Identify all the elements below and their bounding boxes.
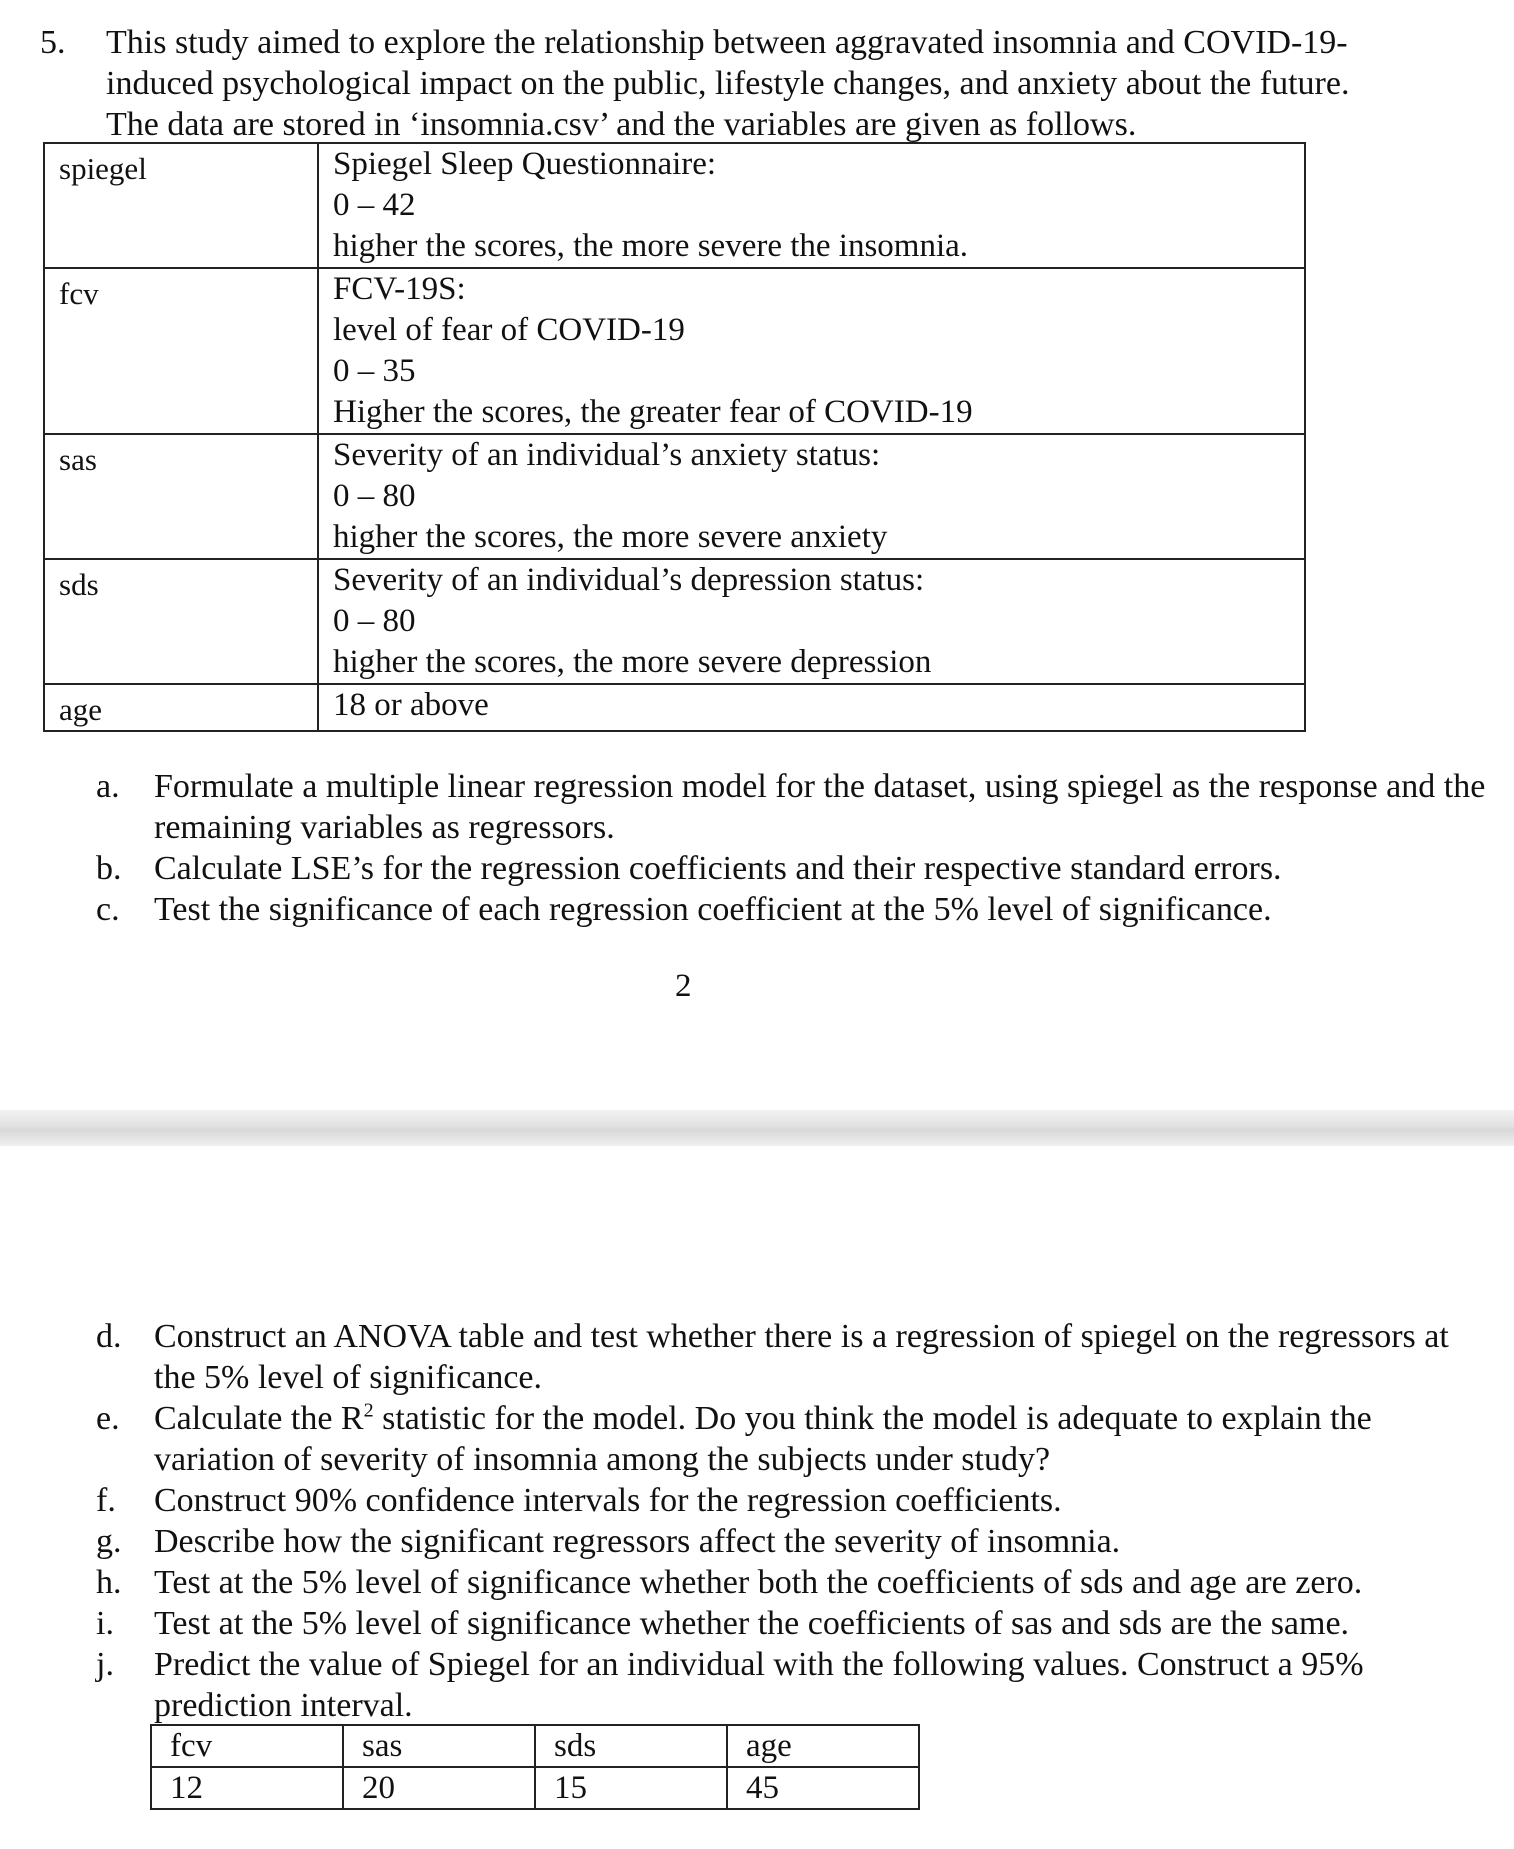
table-row: [151, 1725, 919, 1767]
desc-line: 0 – 42: [333, 187, 416, 223]
list-item: [92, 1480, 1492, 1521]
list-item: [92, 1521, 1492, 1562]
desc-line: FCV-19S:: [333, 271, 466, 307]
table-row: [44, 143, 1305, 268]
part-label: b.: [96, 850, 122, 887]
intro-line: The data are stored in ‘insomnia.csv’ and the variables are given as follows.: [106, 106, 1137, 143]
part-label: h.: [96, 1564, 122, 1601]
variable-description: [318, 434, 1305, 559]
table-row: [44, 268, 1305, 434]
part-text-after: statistic for the model. Do you think the model is adequate to explain the variation of severity of insomnia among the subjects under study?: [154, 1400, 1372, 1478]
part-text: Construct 90% confidence intervals for the regression coefficients.: [154, 1482, 1062, 1519]
variable-description: [318, 268, 1305, 434]
variable-name: sas: [44, 434, 318, 559]
table-header-cell: age: [727, 1725, 919, 1767]
part-text: Formulate a multiple linear regression model for the dataset, using spiegel as the response and the remaining variables as regressors.: [154, 768, 1486, 846]
table-header-cell: fcv: [151, 1725, 343, 1767]
part-label: g.: [96, 1523, 122, 1560]
table-row: [44, 559, 1305, 684]
superscript: 2: [363, 1399, 374, 1422]
desc-line: 0 – 35: [333, 353, 416, 389]
table-cell: 20: [343, 1767, 535, 1809]
part-text: Predict the value of Spiegel for an individual with the following values. Construct a 95% prediction interval.: [154, 1646, 1364, 1724]
parts-list-bottom: [92, 1316, 1492, 1726]
desc-line: 18 or above: [333, 687, 489, 723]
prediction-table: [150, 1724, 920, 1810]
intro-line: induced psychological impact on the public, lifestyle changes, and anxiety about the future.: [106, 65, 1350, 102]
variable-name: sds: [44, 559, 318, 684]
variable-name: spiegel: [44, 143, 318, 268]
part-label: d.: [96, 1318, 122, 1355]
part-text: Calculate LSE’s for the regression coefficients and their respective standard errors.: [154, 850, 1282, 887]
variable-name: age: [44, 684, 318, 731]
parts-list-top: [92, 766, 1492, 930]
intro-line: This study aimed to explore the relationship between aggravated insomnia and COVID-19-: [106, 24, 1348, 61]
part-text: Test the significance of each regression coefficient at the 5% level of significance.: [154, 891, 1272, 928]
part-text: [154, 1398, 1492, 1480]
desc-line: Severity of an individual’s anxiety status:: [333, 437, 881, 473]
table-header-cell: sds: [535, 1725, 727, 1767]
desc-line: Higher the scores, the greater fear of COVID-19: [333, 394, 973, 430]
list-item: [92, 1316, 1492, 1398]
desc-line: Severity of an individual’s depression status:: [333, 562, 925, 598]
variable-description: [318, 559, 1305, 684]
question-intro: [106, 22, 1486, 145]
page-number: 2: [675, 968, 692, 1004]
table-row: [44, 434, 1305, 559]
table-cell: 12: [151, 1767, 343, 1809]
list-item: [92, 1644, 1492, 1726]
part-label: a.: [96, 768, 120, 805]
desc-line: higher the scores, the more severe the insomnia.: [333, 228, 969, 264]
variable-description: [318, 684, 1305, 731]
part-text: Test at the 5% level of significance whether both the coefficients of sds and age are zero.: [154, 1564, 1363, 1601]
variables-table: [43, 142, 1306, 732]
table-cell: 45: [727, 1767, 919, 1809]
desc-line: 0 – 80: [333, 478, 416, 514]
list-item: [92, 766, 1492, 848]
part-text-before: Calculate the R: [154, 1400, 364, 1437]
desc-line: level of fear of COVID-19: [333, 312, 685, 348]
desc-line: Spiegel Sleep Questionnaire:: [333, 146, 717, 182]
variable-description: [318, 143, 1305, 268]
page-divider: [0, 1110, 1514, 1146]
part-label: e.: [96, 1400, 120, 1437]
part-text: Construct an ANOVA table and test whether there is a regression of spiegel on the regressors at the 5% level of significance.: [154, 1318, 1449, 1396]
part-label: i.: [96, 1605, 114, 1642]
question-number: 5.: [40, 24, 66, 61]
list-item: [92, 1562, 1492, 1603]
part-text: Test at the 5% level of significance whether the coefficients of sas and sds are the same.: [154, 1605, 1350, 1642]
part-label: f.: [96, 1482, 116, 1519]
part-label: c.: [96, 891, 120, 928]
list-item: [92, 889, 1492, 930]
part-label: j.: [96, 1646, 114, 1683]
table-header-cell: sas: [343, 1725, 535, 1767]
list-item: [92, 1398, 1492, 1480]
desc-line: higher the scores, the more severe anxiety: [333, 519, 888, 555]
desc-line: 0 – 80: [333, 603, 416, 639]
list-item: [92, 1603, 1492, 1644]
variable-name: fcv: [44, 268, 318, 434]
desc-line: higher the scores, the more severe depression: [333, 644, 932, 680]
part-text: Describe how the significant regressors affect the severity of insomnia.: [154, 1523, 1121, 1560]
table-row: [44, 684, 1305, 731]
table-row: [151, 1767, 919, 1809]
list-item: [92, 848, 1492, 889]
table-cell: 15: [535, 1767, 727, 1809]
